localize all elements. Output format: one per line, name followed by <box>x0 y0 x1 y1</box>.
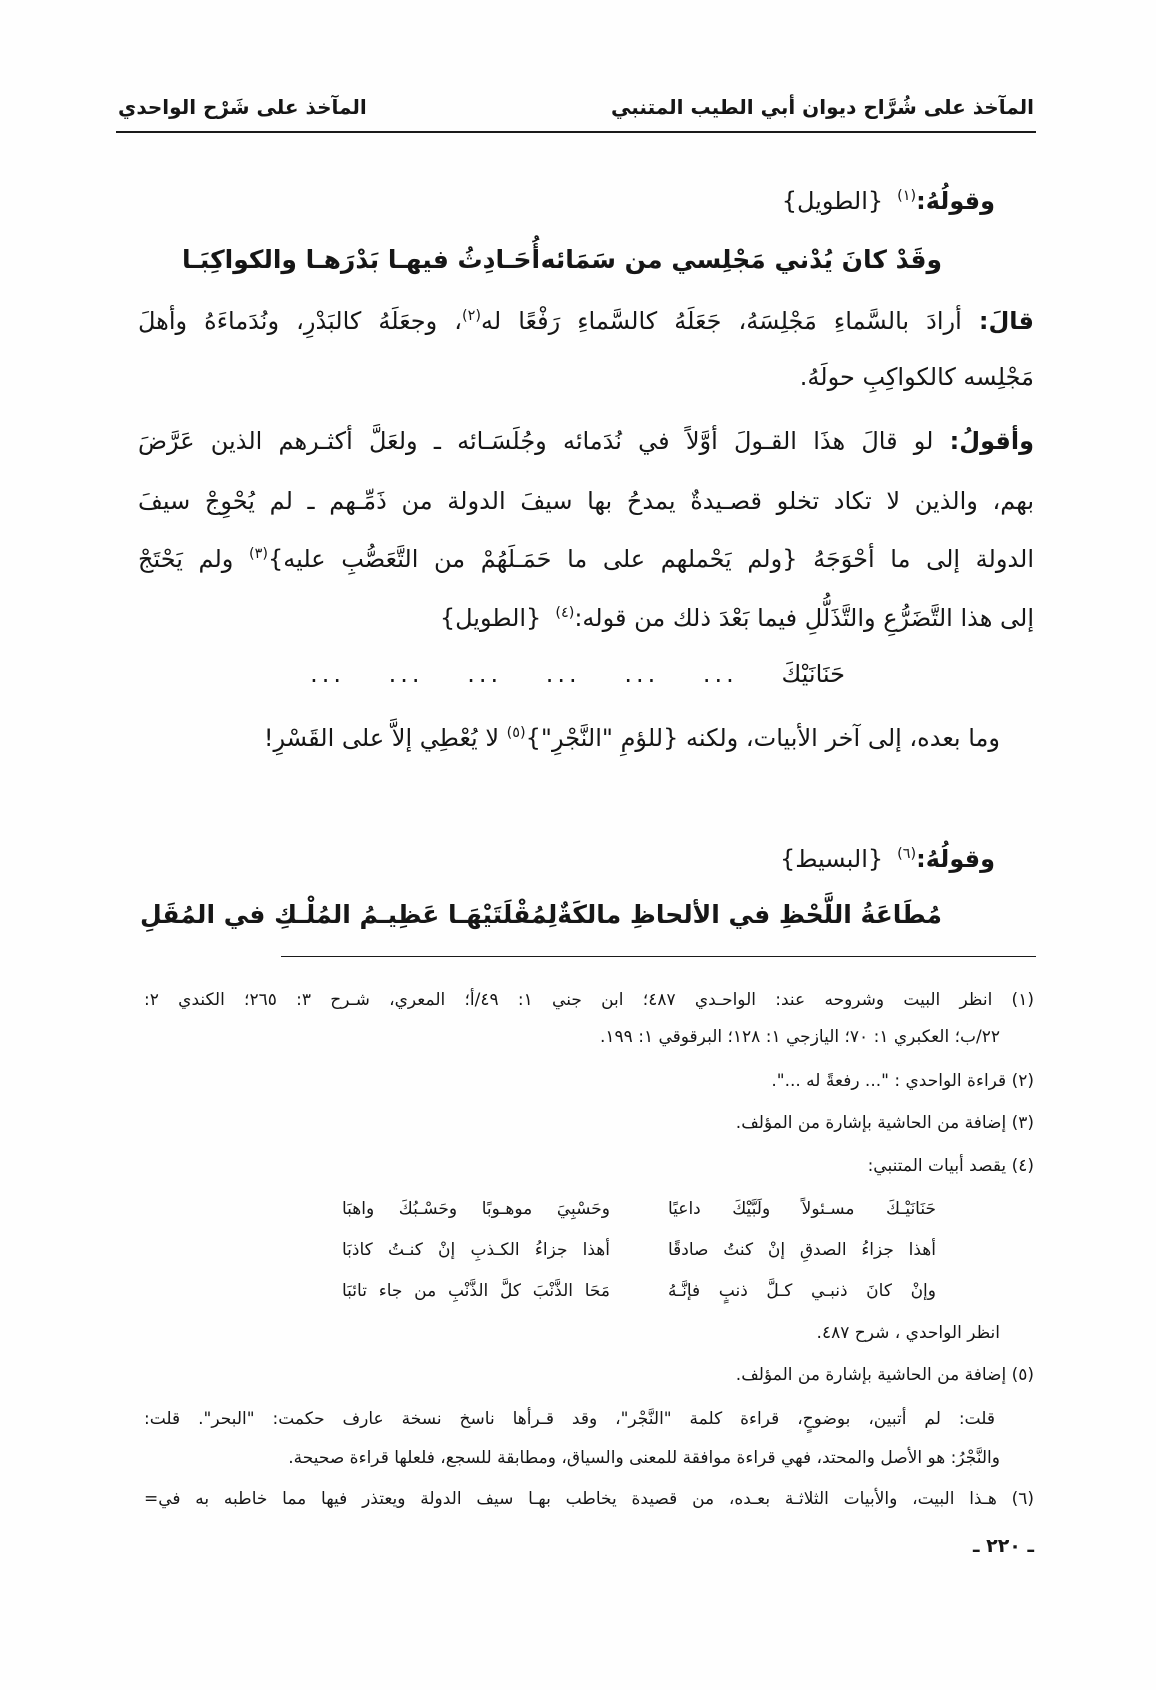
entry-1-verse-second-hemistich: أُحَـادِثُ فيهـا بَدْرَهـا والكواكِبَـا <box>182 245 541 274</box>
footnote-ref-2: (٢) <box>462 308 482 325</box>
entry-1-lead-label: وقولُهُ: <box>916 187 995 215</box>
footnote-2: (٢) قراءة الواحدي : "... رفعةً له ...". <box>771 1071 1034 1091</box>
quoted-word: حَنَانَيْكَ <box>781 660 845 688</box>
ellipsis: ... <box>545 660 581 688</box>
qala-line-2: مَجْلِسه كالكواكِبِ حولَهُ. <box>799 363 1034 391</box>
closing-text-b: لا يُعْطِي إلاَّ على القَسْرِ! <box>263 724 507 752</box>
footnote-5: (٥) إضافة من الحاشية بإشارة من المؤلف. <box>735 1365 1034 1385</box>
footnote-4: (٤) يقصد أبيات المتنبي: <box>867 1156 1034 1176</box>
footnote-4-source: انظر الواحدي ، شرح ٤٨٧. <box>816 1323 1000 1343</box>
footnote-6: (٦) هـذا البيت، والأبيات الثلاثـة بعـده، من قصيدة يخاطب بهـا سيف الدولة ويعتذر فيها مما خاطبه به في= <box>144 1489 1034 1509</box>
page-number: ـ ٢٢٠ ـ <box>972 1535 1034 1557</box>
entry-2-meter: {البسيط} <box>779 845 884 873</box>
closing-sentence <box>182 716 1000 760</box>
entry-2-verse-second-hemistich: لِمُقْلَتَيْهَـا عَظِيـمُ المُلْـكِ في المُقَلِ <box>139 900 558 929</box>
ellipsis: ... <box>310 660 345 688</box>
aqulu-line-4-text: إلى هذا التَّضَرُّعِ والتَّذَلُّلِ فيما بَعْدَ ذلك من قوله: <box>574 604 1034 632</box>
entry-1-lead <box>99 179 995 223</box>
footnote-1-line-1: (١) انظر البيت وشروحه عند: الواحـدي ٤٨٧؛ ابن جني ١: ٤٩/أ؛ المعري، شـرح ٣: ٢٦٥؛ الكندي ٢: <box>144 990 1034 1010</box>
entry-2-lead <box>99 837 995 881</box>
entry-2-verse-first-hemistich: مُطَاعَةُ اللَّحْظِ في الألحاظِ مالكَةٌ <box>557 900 942 929</box>
entry-1-meter: {الطويل} <box>781 187 884 215</box>
footnote-4-verse-1-first: حَنَانَيْـكَ مسـئولاً ولَبَّيْكَ داعيًا <box>668 1199 936 1219</box>
entry-1-verse-first-hemistich: وقَدْ كانَ يُدْني مَجْلِسي من سَمَائه <box>540 245 942 274</box>
entry-2-verse <box>139 893 942 937</box>
running-header-section-title: المآخذ على شَرْح الواحدي <box>118 95 367 119</box>
footnote-ref-4: (٤) <box>555 605 575 622</box>
qala-text-b: ، وجعَلَهُ كالبَدْرِ، ونُدَماءَهُ وأهلَ <box>138 307 463 335</box>
entry-1-verse <box>182 238 942 282</box>
aqulu-line-3-text-a: الدولة إلى ما أحْوَجَهُ {ولم يَحْملهم على ما حَمَـلَهُمْ من التَّعَصُّبِ عليه} <box>267 545 1034 573</box>
footnote-5-note-line-2: والنَّجْرُ: هو الأصل والمحتد، فهي قراءة موافقة للمعنى والسياق، ومطابقة للسجع، فلعلها قراءة صحيحة. <box>288 1448 1000 1468</box>
aqulu-line-3-text-b: ولم يَحْتَجْ <box>138 545 249 573</box>
footnote-4-verse-3-second: مَحَا الذَّنْبَ كلَّ الذَّنْبِ من جاء تائبَا <box>342 1281 610 1301</box>
quoted-verse-fragment <box>310 652 845 696</box>
entry-2-lead-label: وقولُهُ: <box>916 845 995 873</box>
aqulu-line-1 <box>138 419 1034 463</box>
qala-text-a: أرادَ بالسَّماءِ مَجْلِسَهُ، جَعَلَهُ كالسَّماءِ رَفْعًا له <box>481 307 979 335</box>
footnote-4-verse-1-second: وحَسْبِيَ موهـوبًا وحَسْـبُكَ واهبَا <box>342 1199 610 1219</box>
footnote-5-note-line-1: قلت: لم أتبين، بوضوحٍ، قراءة كلمة "النَّجْر"، وقد قـرأها ناسخ نسخة عارف حكمت: "البحر". قلت: <box>144 1409 995 1429</box>
closing-text-a: وما بعده، إلى آخر الأبيات، ولكنه {للؤمِ "النَّجْرِ"} <box>525 724 1000 752</box>
aqulu-line-2: بهم، والذين لا تكاد تخلو قصـيدةٌ يمدحُ بها سيفَ الدولة من ذَمِّـهم ـ لم يُحْوِجْ سيفَ <box>138 487 1034 515</box>
aqulu-line-1-text: لو قالَ هذَا القـولَ أوَّلاً في نُدَمائه وجُلَسَـائه ـ ولعَلَّ أكثـرهم الذين عَرَّضَ <box>138 427 950 455</box>
ellipsis: ... <box>702 660 738 688</box>
footnote-ref-3: (٣) <box>249 546 268 563</box>
ellipsis: ... <box>388 660 424 688</box>
aqulu-line-4-meter: {الطويل} <box>439 604 542 632</box>
footnote-4-verse-2-first: أهذا جزاءُ الصدقِ إنْ كنتُ صادقًا <box>668 1240 936 1260</box>
footnote-ref-6: (٦) <box>897 846 917 863</box>
footnote-ref-1: (١) <box>897 188 917 205</box>
footnote-separator <box>281 956 1036 957</box>
qala-line-1 <box>138 299 1034 343</box>
aqulu-line-4 <box>138 596 1034 640</box>
aqulu-label: وأقولُ: <box>949 427 1034 455</box>
footnote-4-verse-2-second: أهذا جزاءُ الكـذبِ إنْ كنـتُ كاذبَا <box>342 1240 610 1260</box>
footnote-4-verse-3-first: وإنْ كانَ ذنبـي كـلَّ ذنبٍ فإنَّـهُ <box>668 1281 936 1301</box>
running-header-book-title: المآخذ على شُرَّاح ديوان أبي الطيب المتنبي <box>611 95 1034 119</box>
qala-label: قالَ: <box>978 307 1035 335</box>
ellipsis: ... <box>624 660 660 688</box>
aqulu-line-3 <box>138 537 1034 581</box>
footnote-ref-5: (٥) <box>506 725 526 742</box>
header-rule <box>116 131 1036 133</box>
footnote-3: (٣) إضافة من الحاشية بإشارة من المؤلف. <box>735 1113 1034 1133</box>
footnote-1-line-2: ٢٢/ب؛ العكبري ١: ٧٠؛ اليازجي ١: ١٢٨؛ البرقوقي ١: ١٩٩. <box>599 1027 1000 1047</box>
ellipsis: ... <box>467 660 503 688</box>
